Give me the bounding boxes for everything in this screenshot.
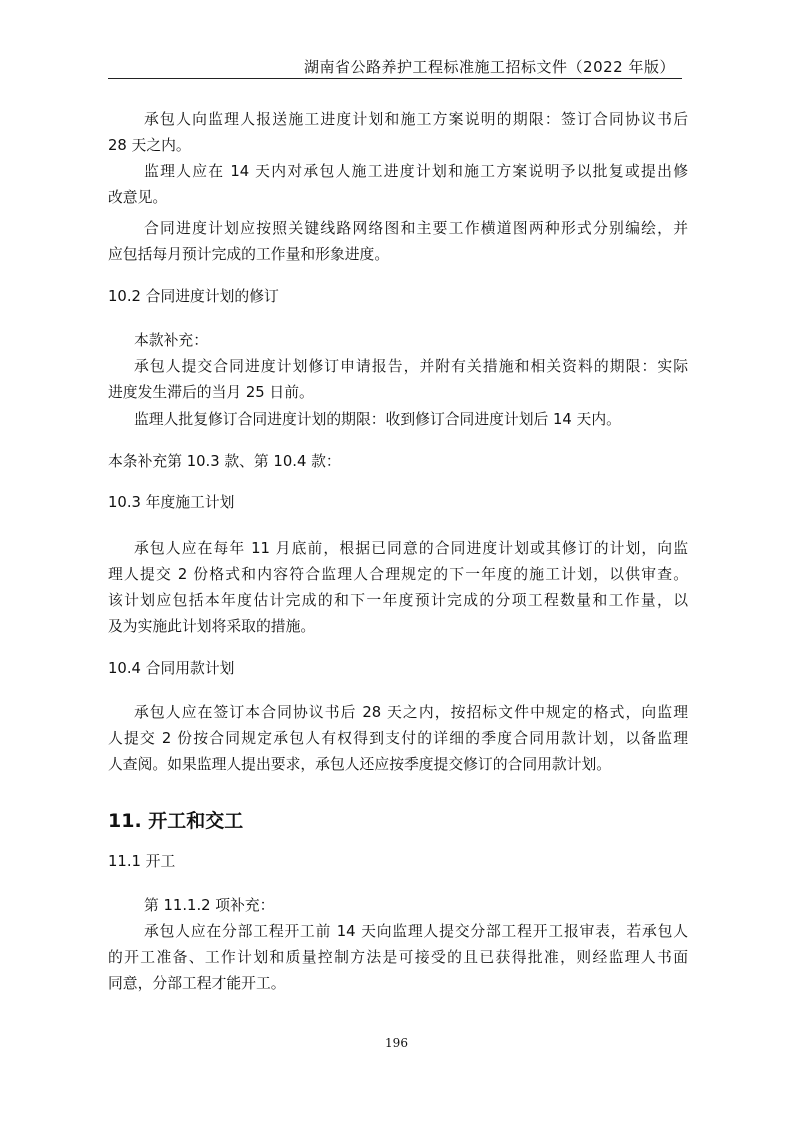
paragraph-line: 改意见。 bbox=[108, 189, 168, 206]
paragraph-annual-plan bbox=[108, 536, 688, 640]
paragraph-line: 承包人应在每年 11 月底前，根据已同意的合同进度计划或其修订的计划，向监 bbox=[134, 540, 688, 557]
paragraph-commencement bbox=[108, 919, 688, 997]
section-heading-11-1: 11.1 开工 bbox=[108, 853, 176, 870]
section-heading-10-3: 10.3 年度施工计划 bbox=[108, 494, 235, 511]
paragraph-line: 承包人向监理人报送施工进度计划和施工方案说明的期限：签订合同协议书后 bbox=[144, 111, 688, 128]
paragraph-payment-plan bbox=[108, 700, 688, 778]
paragraph-line: 进度发生滞后的当月 25 日前。 bbox=[108, 384, 314, 401]
paragraph-schedule-format bbox=[108, 216, 688, 268]
paragraph-line: 同意，分部工程才能开工。 bbox=[108, 975, 286, 992]
paragraph-added-clauses: 本条补充第 10.3 款、第 10.4 款： bbox=[108, 453, 341, 470]
paragraph-submission-deadline bbox=[108, 107, 688, 159]
paragraph-line: 承包人应在签订本合同协议书后 28 天之内，按招标文件中规定的格式，向监理 bbox=[134, 704, 688, 721]
paragraph-line: 该计划应包括本年度估计完成的和下一年度预计完成的分项工程数量和工作量，以 bbox=[108, 592, 688, 609]
paragraph-line: 理人提交 2 份格式和内容符合监理人合理规定的下一年度的施工计划，以供审查。 bbox=[108, 566, 688, 583]
paragraph-line: 监理人应在 14 天内对承包人施工进度计划和施工方案说明予以批复或提出修 bbox=[144, 163, 688, 180]
paragraph-approval-deadline bbox=[108, 159, 688, 211]
paragraph-line: 合同进度计划应按照关键线路网络图和主要工作横道图两种形式分别编绘，并 bbox=[144, 220, 688, 237]
paragraph-revision-approval: 监理人批复修订合同进度计划的期限：收到修订合同进度计划后 14 天内。 bbox=[134, 411, 621, 428]
paragraph-revision-report bbox=[108, 354, 688, 406]
paragraph-line: 应包括每月预计完成的工作量和形象进度。 bbox=[108, 246, 390, 263]
section-heading-10-4: 10.4 合同用款计划 bbox=[108, 660, 235, 677]
paragraph-line: 承包人应在分部工程开工前 14 天向监理人提交分部工程开工报审表，若承包人 bbox=[144, 923, 688, 940]
paragraph-line: 28 天之内。 bbox=[108, 137, 191, 154]
paragraph-line: 承包人提交合同进度计划修订申请报告，并附有关措施和相关资料的期限：实际 bbox=[134, 358, 688, 375]
header-divider bbox=[108, 78, 682, 79]
paragraph-item-supplement: 第 11.1.2 项补充： bbox=[144, 897, 275, 914]
section-heading-10-2: 10.2 合同进度计划的修订 bbox=[108, 288, 279, 305]
paragraph-clause-supplement: 本款补充： bbox=[134, 332, 208, 349]
paragraph-line: 及为实施此计划将采取的措施。 bbox=[108, 618, 316, 635]
paragraph-line: 人提交 2 份按合同规定承包人有权得到支付的详细的季度合同用款计划，以备监理 bbox=[108, 730, 688, 747]
page-number: 196 bbox=[385, 1036, 408, 1050]
chapter-heading-11: 11. 开工和交工 bbox=[108, 810, 244, 832]
running-header-title: 湖南省公路养护工程标准施工招标文件（2022 年版） bbox=[304, 58, 675, 76]
paragraph-line: 的开工准备、工作计划和质量控制方法是可接受的且已获得批准，则经监理人书面 bbox=[108, 949, 688, 966]
paragraph-line: 人查阅。如果监理人提出要求，承包人还应按季度提交修订的合同用款计划。 bbox=[108, 756, 612, 773]
